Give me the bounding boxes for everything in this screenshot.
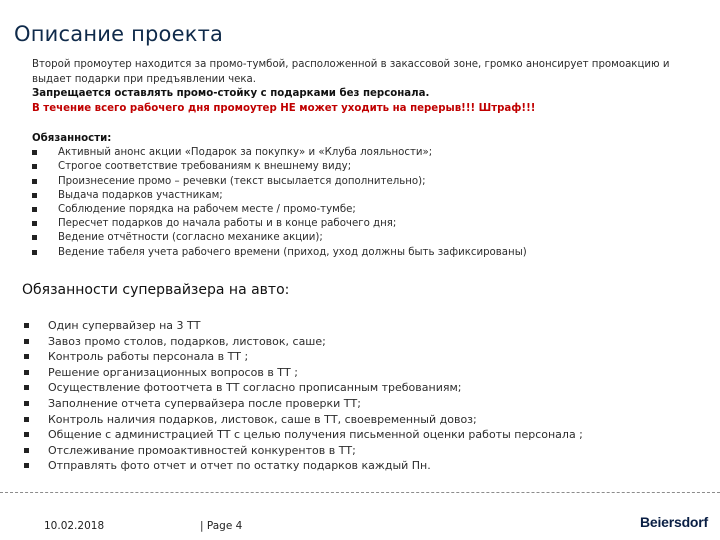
list-item: Пересчет подарков до начала работы и в конце рабочего дня; [32,217,692,231]
duties-list [32,146,692,260]
duties-heading: Обязанности: [32,133,112,144]
bullet-icon [32,164,37,169]
bullet-icon [32,207,37,212]
bullet-icon [32,179,37,184]
list-item: Ведение отчётности (согласно механике акции); [32,231,692,245]
bullet-icon [24,463,29,468]
brand-logo: Beiersdorf [639,514,708,530]
supervisor-heading: Обязанности супервайзера на авто: [22,282,290,298]
list-item: Ведение табеля учета рабочего времени (приход, уход должны быть зафиксированы) [32,246,692,260]
bullet-icon [24,401,29,406]
list-item: Строгое соответствие требованиям к внешнему виду; [32,160,692,174]
footer-divider [0,492,720,493]
list-item: Один супервайзер на 3 ТТ [24,318,704,334]
intro-penalty: В течение всего рабочего дня промоутер НЕ может уходить на перерыв!!! Штраф!!! [32,102,536,114]
intro-warning: Запрещается оставлять промо-стойку с подарками без персонала. [32,88,430,99]
bullet-icon [32,235,37,240]
list-item: Произнесение промо – речевки (текст высылается дополнительно); [32,175,692,189]
supervisor-list [24,318,704,474]
intro-text: Второй промоутер находится за промо-тумбой, расположенной в закассовой зоне, громко анонсирует промоакцию и выдает подарки при предъявлении чека. [32,59,670,85]
duties-block [32,132,692,260]
bullet-icon [24,448,29,453]
list-item: Решение организационных вопросов в ТТ ; [24,365,704,381]
list-item: Осуществление фотоотчета в ТТ согласно прописанным требованиям; [24,380,704,396]
list-item: Контроль работы персонала в ТТ ; [24,349,704,365]
bullet-icon [32,250,37,255]
list-item: Соблюдение порядка на рабочем месте / промо-тумбе; [32,203,692,217]
bullet-icon [24,354,29,359]
bullet-icon [24,323,29,328]
bullet-icon [24,339,29,344]
intro-block [32,58,692,116]
list-item: Отслеживание промоактивностей конкурентов в ТТ; [24,443,704,459]
bullet-icon [24,370,29,375]
list-item: Отправлять фото отчет и отчет по остатку подарков каждый Пн. [24,458,704,474]
list-item: Завоз промо столов, подарков, листовок, саше; [24,334,704,350]
list-item: Выдача подарков участникам; [32,189,692,203]
bullet-icon [32,221,37,226]
footer-page-number: | Page 4 [200,520,243,532]
bullet-icon [24,385,29,390]
list-item: Общение с администрацией ТТ с целью получения письменной оценки работы персонала ; [24,427,704,443]
footer-date: 10.02.2018 [44,520,105,532]
bullet-icon [24,432,29,437]
page-title: Описание проекта [14,22,224,46]
list-item: Контроль наличия подарков, листовок, саше в ТТ, своевременный довоз; [24,412,704,428]
bullet-icon [32,193,37,198]
list-item: Заполнение отчета супервайзера после проверки ТТ; [24,396,704,412]
bullet-icon [32,150,37,155]
list-item: Активный анонс акции «Подарок за покупку» и «Клуба лояльности»; [32,146,692,160]
bullet-icon [24,417,29,422]
supervisor-block [24,318,704,474]
